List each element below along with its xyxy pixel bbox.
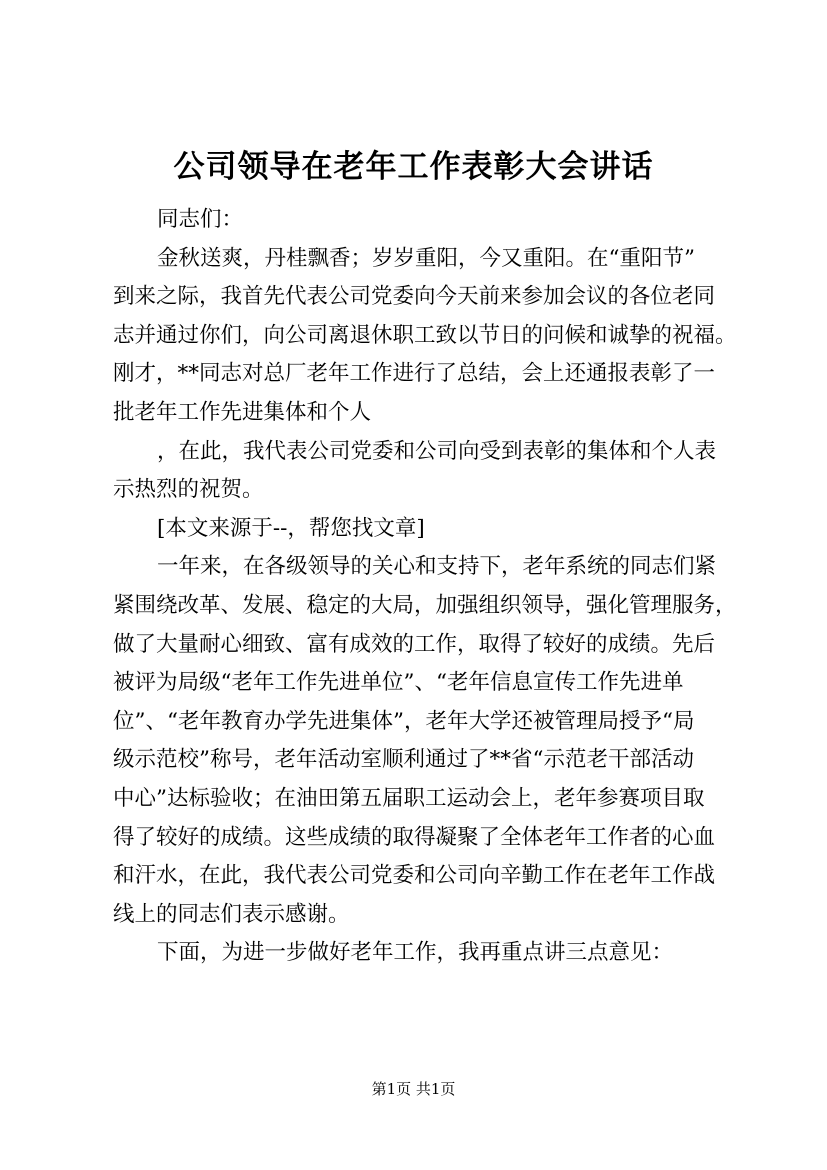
- text-line: 志并通过你们，向公司离退休职工致以节日的问候和诚挚的祝福。: [113, 322, 737, 348]
- text-line: 同志们：: [157, 207, 244, 232]
- text-line: 到来之际，我首先代表公司党委向今天前来参加会议的各位老同: [113, 284, 716, 310]
- page-footer: 第1页 共1页: [371, 1080, 456, 1098]
- text-line: [本文来源于--，帮您找文章]: [157, 515, 425, 541]
- text-line: 刚才，**同志对总厂老年工作进行了总结，会上还通报表彰了一: [113, 361, 716, 387]
- text-line: 被评为局级“老年工作先进单位”、“老年信息宣传工作先进单: [113, 670, 684, 696]
- document-title: 公司领导在老年工作表彰大会讲话: [173, 149, 654, 185]
- text-line: ，在此，我代表公司党委和公司向受到表彰的集体和个人表: [157, 438, 717, 464]
- text-line: 示热烈的祝贺。: [113, 477, 264, 503]
- text-line: 紧围绕改革、发展、稳定的大局，加强组织领导，强化管理服务，: [113, 592, 737, 618]
- text-line: 一年来，在各级领导的关心和支持下，老年系统的同志们紧: [157, 554, 717, 580]
- text-line: 位”、“老年教育办学先进集体”，老年大学还被管理局授予“局: [113, 708, 695, 734]
- text-line: 金秋送爽，丹桂飘香；岁岁重阳，今又重阳。在“重阳节”: [157, 245, 695, 271]
- text-line: 线上的同志们表示感谢。: [113, 901, 350, 927]
- text-line: 做了大量耐心细致、富有成效的工作，取得了较好的成绩。先后: [113, 631, 716, 657]
- text-line: 级示范校”称号，老年活动室顺利通过了**省“示范老干部活动: [113, 747, 694, 773]
- text-line: 和汗水，在此，我代表公司党委和公司向辛勤工作在老年工作战: [113, 863, 716, 889]
- text-line: 批老年工作先进集体和个人: [113, 399, 372, 425]
- text-line: 下面，为进一步做好老年工作，我再重点讲三点意见：: [157, 940, 674, 966]
- text-line: 中心”达标验收；在油田第五届职工运动会上，老年参赛项目取: [113, 785, 705, 811]
- document-body: [113, 201, 739, 973]
- text-line: 得了较好的成绩。这些成绩的取得凝聚了全体老年工作者的心血: [113, 824, 716, 850]
